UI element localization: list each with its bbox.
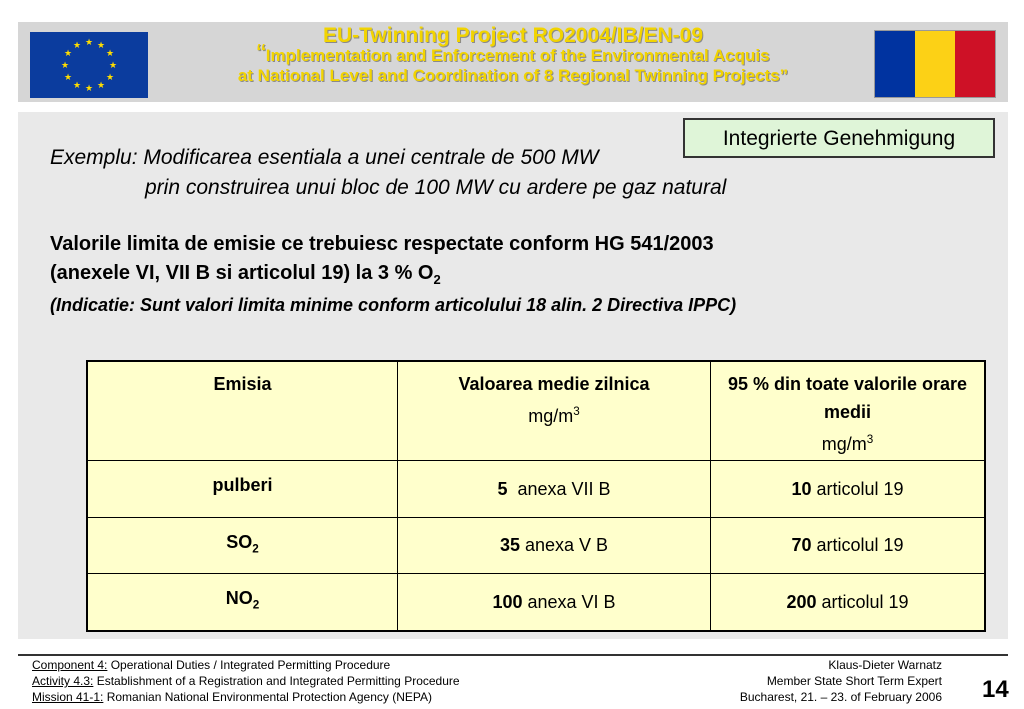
daily-cell bbox=[398, 517, 711, 574]
eu-stars-icon bbox=[30, 32, 148, 98]
header-hourly-95 bbox=[711, 361, 986, 461]
footer-mission-key: Mission 41-1: bbox=[32, 690, 104, 704]
hourly-cell bbox=[711, 574, 986, 631]
emission-cell bbox=[87, 461, 398, 518]
footer-role: Member State Short Term Expert bbox=[766, 674, 942, 688]
svg-text:★: ★ bbox=[96, 41, 106, 51]
open-quote: “ bbox=[256, 38, 266, 69]
header-emisia-label: Emisia bbox=[213, 374, 272, 394]
header-hourly-label-1: 95 % din toate valorile orare bbox=[727, 374, 968, 394]
svg-text:★: ★ bbox=[108, 61, 118, 71]
daily-ref: anexa VII B bbox=[507, 478, 611, 499]
emission-cell bbox=[87, 574, 398, 631]
romania-flag-blue bbox=[875, 31, 915, 97]
limit-values-text bbox=[50, 230, 736, 316]
footer-component-key: Component 4: bbox=[32, 658, 108, 672]
emission-name: SO bbox=[226, 531, 253, 552]
table-row bbox=[87, 574, 985, 631]
svg-text:★: ★ bbox=[84, 38, 94, 48]
footer-date: Bucharest, 21. – 23. of February 2006 bbox=[739, 690, 942, 704]
eu-flag-icon bbox=[30, 32, 148, 98]
header-daily-label: Valoarea medie zilnica bbox=[458, 374, 650, 394]
header-band bbox=[18, 22, 1008, 102]
project-subtitle-2: at National Level and Coordination of 8 Regional Twinning Projects” bbox=[237, 66, 789, 85]
daily-unit-sup: 3 bbox=[573, 405, 580, 418]
emission-name: NO bbox=[225, 588, 253, 609]
header-hourly-label-2: medii bbox=[823, 402, 871, 422]
emission-sub: 2 bbox=[252, 542, 259, 556]
hourly-value: 10 bbox=[791, 478, 812, 499]
limit-values-line-2-text: (anexele VI, VII B si articolul 19) la 3 % O bbox=[50, 262, 434, 284]
footer-activity-text: Establishment of a Registration and Integrated Permitting Procedure bbox=[93, 674, 460, 688]
svg-text:★: ★ bbox=[63, 73, 73, 83]
footer-divider bbox=[18, 654, 1008, 656]
svg-text:★: ★ bbox=[72, 81, 82, 91]
emission-sub: 2 bbox=[252, 598, 260, 612]
example-intro bbox=[50, 143, 726, 203]
project-title-block bbox=[153, 26, 873, 86]
header-daily-unit bbox=[404, 398, 704, 430]
page-number: 14 bbox=[982, 676, 1009, 703]
header-daily-average bbox=[398, 361, 711, 461]
daily-ref: anexa V B bbox=[519, 535, 609, 556]
example-line-1: Exemplu: Modificarea esentiala a unei centrale de 500 MW bbox=[50, 146, 599, 169]
project-subtitle-1 bbox=[153, 38, 873, 69]
emission-limits-table bbox=[86, 360, 986, 632]
hourly-ref: articolul 19 bbox=[816, 592, 909, 613]
footer-mission bbox=[32, 689, 460, 705]
emission-cell bbox=[87, 517, 398, 574]
limit-values-line-1: Valorile limita de emisie ce trebuiesc respectate conform HG 541/2003 bbox=[50, 233, 714, 255]
svg-text:★: ★ bbox=[84, 84, 94, 94]
svg-text:★: ★ bbox=[63, 49, 73, 59]
limit-values-line-2 bbox=[50, 259, 736, 294]
permit-type-badge: Integrierte Genehmigung bbox=[683, 118, 995, 158]
project-title: EU-Twinning Project RO2004/IB/EN-09 bbox=[322, 24, 704, 47]
example-line-2: prin construirea unui bloc de 100 MW cu ardere pe gaz natural bbox=[145, 176, 727, 199]
footer-component bbox=[32, 657, 460, 673]
romania-flag-yellow bbox=[915, 31, 955, 97]
footer-right bbox=[740, 657, 942, 705]
romania-flag-icon bbox=[874, 30, 996, 98]
svg-text:★: ★ bbox=[60, 61, 70, 71]
footer-activity-key: Activity 4.3: bbox=[32, 674, 94, 688]
hourly-unit-text: mg/m bbox=[821, 434, 867, 454]
svg-text:★: ★ bbox=[72, 41, 82, 51]
daily-ref: anexa VI B bbox=[522, 592, 616, 613]
emission-name: pulberi bbox=[212, 475, 273, 495]
hourly-ref: articolul 19 bbox=[811, 478, 904, 499]
svg-text:★: ★ bbox=[96, 81, 106, 91]
daily-value: 5 bbox=[497, 478, 508, 499]
table-row bbox=[87, 517, 985, 574]
romania-flag-red bbox=[955, 31, 995, 97]
project-subtitle-1-text: Implementation and Enforcement of the Environmental Acquis bbox=[265, 46, 770, 65]
hourly-value: 70 bbox=[791, 535, 812, 556]
header-hourly-unit bbox=[717, 426, 978, 458]
footer-author: Klaus-Dieter Warnatz bbox=[828, 658, 942, 672]
daily-unit-text: mg/m bbox=[528, 406, 574, 426]
footer-activity bbox=[32, 673, 460, 689]
header-emisia bbox=[87, 361, 398, 461]
daily-value: 35 bbox=[499, 535, 520, 556]
daily-cell bbox=[398, 461, 711, 518]
daily-value: 100 bbox=[492, 592, 523, 613]
daily-cell bbox=[398, 574, 711, 631]
table-row bbox=[87, 461, 985, 518]
footer-left bbox=[32, 657, 460, 705]
footer-mission-text: Romanian National Environmental Protection Agency (NEPA) bbox=[103, 690, 432, 704]
oxygen-subscript: 2 bbox=[433, 272, 441, 287]
hourly-cell bbox=[711, 461, 986, 518]
hourly-value: 200 bbox=[786, 592, 817, 613]
hourly-cell bbox=[711, 517, 986, 574]
hourly-unit-sup: 3 bbox=[866, 433, 874, 446]
svg-text:★: ★ bbox=[105, 49, 115, 59]
footer-component-text: Operational Duties / Integrated Permitting Procedure bbox=[107, 658, 391, 672]
svg-text:★: ★ bbox=[105, 73, 115, 83]
ippc-note: (Indicatie: Sunt valori limita minime conform articolului 18 alin. 2 Directiva IPPC) bbox=[50, 295, 737, 315]
hourly-ref: articolul 19 bbox=[811, 535, 904, 556]
table-header-row bbox=[87, 361, 985, 461]
